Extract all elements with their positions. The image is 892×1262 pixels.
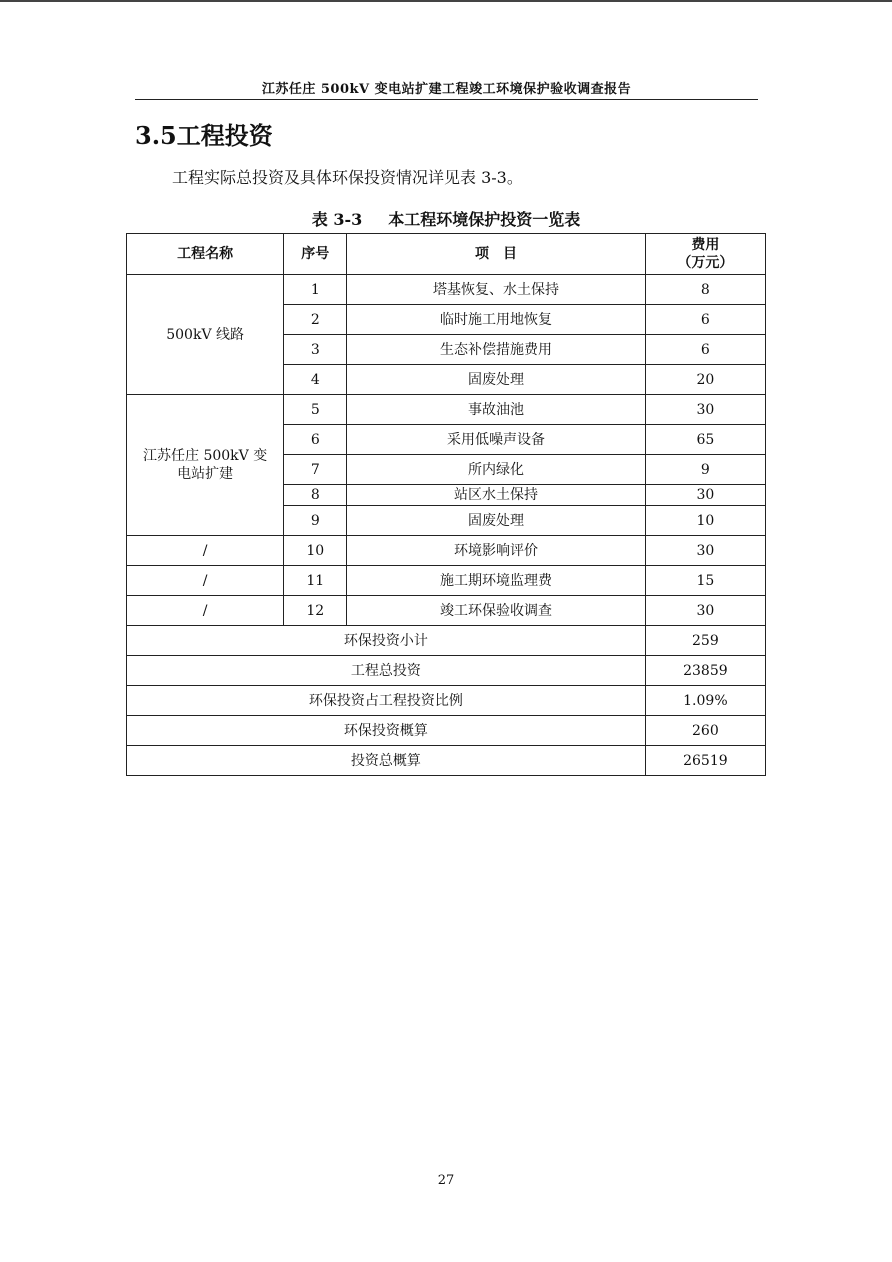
table-row: [127, 536, 766, 566]
item-cell: 竣工环保验收调查: [347, 596, 645, 626]
item-cell: 采用低噪声设备: [347, 425, 645, 455]
summary-label: 投资总概算: [127, 746, 646, 776]
item-cell: 生态补偿措施费用: [347, 335, 645, 365]
group-name-cell: 500kV 线路: [127, 275, 284, 395]
table-caption: [126, 207, 766, 230]
item-cell: 临时施工用地恢复: [347, 305, 645, 335]
cost-cell: 65: [645, 425, 765, 455]
col-header-cost-line2: （万元）: [677, 255, 734, 271]
seq-cell: 2: [284, 305, 347, 335]
item-cell: 环境影响评价: [347, 536, 645, 566]
page-top-edge: [0, 0, 892, 2]
summary-value: 259: [645, 626, 765, 656]
seq-cell: 10: [284, 536, 347, 566]
summary-value: 23859: [645, 656, 765, 686]
summary-label: 工程总投资: [127, 656, 646, 686]
cost-cell: 6: [645, 305, 765, 335]
table-row: [127, 566, 766, 596]
seq-cell: 1: [284, 275, 347, 305]
summary-row: [127, 746, 766, 776]
cost-cell: 30: [645, 536, 765, 566]
investment-table: [126, 233, 766, 776]
summary-label: 环保投资概算: [127, 716, 646, 746]
seq-cell: 12: [284, 596, 347, 626]
item-cell: 塔基恢复、水土保持: [347, 275, 645, 305]
summary-value: 260: [645, 716, 765, 746]
summary-label: 环保投资占工程投资比例: [127, 686, 646, 716]
summary-label: 环保投资小计: [127, 626, 646, 656]
summary-row: [127, 716, 766, 746]
running-header: 江苏任庄 500kV 变电站扩建工程竣工环境保护验收调查报告: [261, 82, 632, 97]
name-cell: /: [127, 596, 284, 626]
header-rule: [135, 99, 758, 100]
table-caption-title: 本工程环境保护投资一览表: [388, 210, 581, 229]
item-cell: 事故油池: [347, 395, 645, 425]
cost-cell: 30: [645, 596, 765, 626]
seq-cell: 7: [284, 455, 347, 485]
summary-value: 26519: [645, 746, 765, 776]
group-name-cell: 江苏任庄 500kV 变电站扩建: [127, 395, 284, 536]
cost-cell: 8: [645, 275, 765, 305]
seq-cell: 5: [284, 395, 347, 425]
table-row: [127, 275, 766, 305]
seq-cell: 4: [284, 365, 347, 395]
seq-cell: 9: [284, 506, 347, 536]
cost-cell: 30: [645, 395, 765, 425]
seq-cell: 6: [284, 425, 347, 455]
col-header-cost-line1: 费用: [691, 237, 720, 253]
seq-cell: 11: [284, 566, 347, 596]
cost-cell: 10: [645, 506, 765, 536]
table-caption-number: 表 3-3: [311, 210, 363, 229]
col-header-item: [347, 234, 645, 275]
table-row: [127, 596, 766, 626]
seq-cell: 3: [284, 335, 347, 365]
summary-row: [127, 626, 766, 656]
body-paragraph: 工程实际总投资及具体环保投资情况详见表 3-3。: [172, 168, 523, 187]
item-cell: 固废处理: [347, 506, 645, 536]
seq-cell: 8: [284, 485, 347, 506]
name-cell: /: [127, 536, 284, 566]
section-heading: 3.5工程投资: [135, 121, 273, 150]
summary-row: [127, 686, 766, 716]
name-cell: /: [127, 566, 284, 596]
summary-value: 1.09%: [645, 686, 765, 716]
cost-cell: 30: [645, 485, 765, 506]
col-header-seq: 序号: [284, 234, 347, 275]
cost-cell: 15: [645, 566, 765, 596]
item-cell: 施工期环境监理费: [347, 566, 645, 596]
table-row: [127, 395, 766, 425]
item-cell: 固废处理: [347, 365, 645, 395]
summary-row: [127, 656, 766, 686]
col-header-cost: [645, 234, 765, 275]
table-header-row: [127, 234, 766, 275]
col-header-project-name: 工程名称: [127, 234, 284, 275]
col-header-item-label: 项 目: [475, 246, 518, 262]
item-cell: 所内绿化: [347, 455, 645, 485]
page-number: 27: [437, 1173, 455, 1188]
cost-cell: 9: [645, 455, 765, 485]
item-cell: 站区水土保持: [347, 485, 645, 506]
cost-cell: 6: [645, 335, 765, 365]
cost-cell: 20: [645, 365, 765, 395]
